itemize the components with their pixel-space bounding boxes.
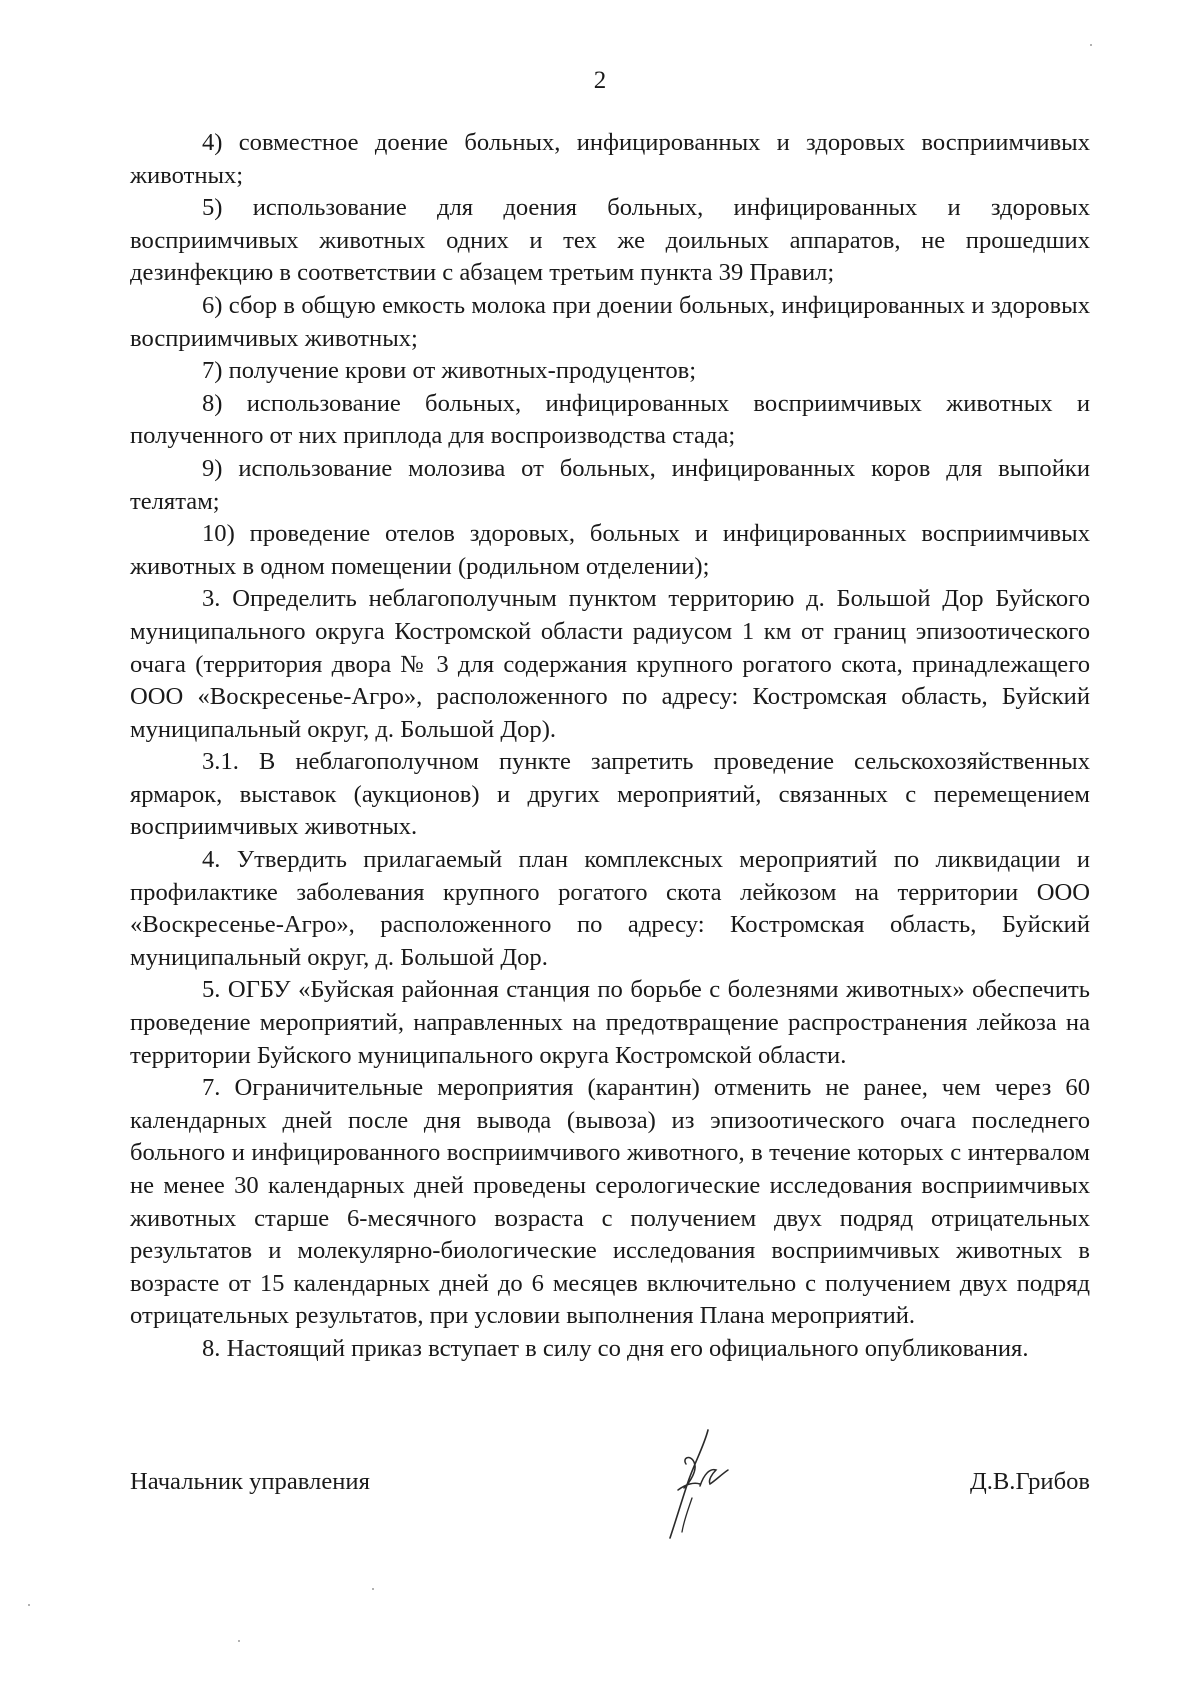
scan-speck — [1090, 44, 1092, 46]
paragraph-clause-3-1: 3.1. В неблагополучном пункте запретить проведение сельскохозяйственных ярмарок, выставок (аукционов) и других мероприятий, связанных с перемещением восприимчивых животных. — [130, 748, 1090, 841]
paragraph-item-8: 8) использование больных, инфицированных восприимчивых животных и полученного от них приплода для воспроизводства стада; — [130, 389, 1090, 450]
paragraph-item-7: 7) получение крови от животных-продуцентов; — [202, 357, 697, 385]
scan-speck — [238, 1640, 240, 1642]
paragraph-clause-8: 8. Настоящий приказ вступает в силу со дня его официального опубликования. — [202, 1334, 1029, 1362]
signature-block — [130, 1466, 1090, 1506]
page-number: 2 — [593, 67, 607, 94]
scan-speck — [28, 1604, 30, 1606]
paragraph-item-10: 10) проведение отелов здоровых, больных и инфицированных восприимчивых животных в одном помещении (родильном отделении); — [130, 520, 1090, 580]
paragraph-clause-5: 5. ОГБУ «Буйская районная станция по борьбе с болезнями животных» обеспечить проведение мероприятий, направленных на предотвращение распространения лейкоза на территории Буйского муниципального округа Костромской области. — [130, 976, 1090, 1069]
paragraph-item-9: 9) использование молозива от больных, инфицированных коров для выпойки телятам; — [130, 454, 1090, 515]
paragraph-clause-7: 7. Ограничительные мероприятия (карантин) отменить не ранее, чем через 60 календарных дней после дня вывода (вывоза) из эпизоотического очага последнего больного и инфицированного восприимчивого животного, в течение которых с интервалом не менее 30 календарных дней проведены серологические исследования восприимчивых животных старше 6-месячного возраста с получением двух подряд отрицательных результатов и молекулярно-биологические исследования восприимчивых животных в возрасте от 15 календарных дней до 6 месяцев включительно с получением двух подряд отрицательных результатов, при условии выполнения Плана мероприятий. — [130, 1074, 1090, 1330]
signatory-title: Начальник управления — [130, 1468, 370, 1495]
paragraph-clause-4: 4. Утвердить прилагаемый план комплексных мероприятий по ликвидации и профилактике заболевания крупного рогатого скота лейкозом на территории ООО «Воскресенье-Агро», расположенного по адресу: Костромская область, Буйский муниципальный округ, д. Большой Дор. — [130, 846, 1090, 971]
paragraph-item-5: 5) использование для доения больных, инфицированных и здоровых восприимчивых животных одних и тех же доильных аппаратов, не прошедших дезинфекцию в соответствии с абзацем третьим пункта 39 Правил; — [130, 194, 1090, 287]
handwritten-signature-icon — [664, 1424, 734, 1544]
paragraph-clause-3: 3. Определить неблагополучным пунктом территорию д. Большой Дор Буйского муниципального округа Костромской области радиусом 1 км от границ эпизоотического очага (территория двора № 3 для содержания крупного рогатого скота, принадлежащего ООО «Воскресенье-Агро», расположенного по адресу: Костромская область, Буйский муниципальный округ, д. Большой Дор). — [130, 585, 1090, 743]
signatory-name: Д.В.Грибов — [969, 1468, 1090, 1495]
paragraph-item-4: 4) совместное доение больных, инфицированных и здоровых восприимчивых животных; — [130, 129, 1090, 189]
scan-speck — [372, 1588, 374, 1590]
paragraph-item-6: 6) сбор в общую емкость молока при доении больных, инфицированных и здоровых восприимчивых животных; — [130, 291, 1090, 352]
document-body — [130, 127, 1090, 1366]
